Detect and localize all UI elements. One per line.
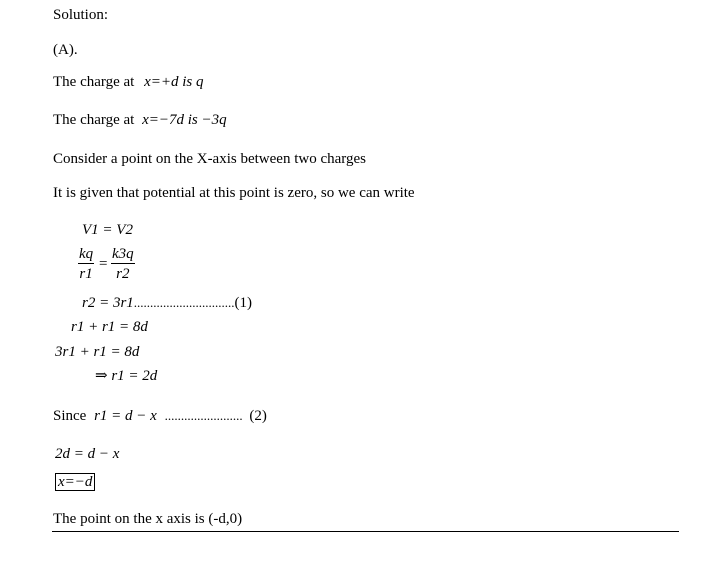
equation-sum: r1 + r1 = 8d xyxy=(71,319,148,335)
since-tag: (2) xyxy=(249,408,267,424)
fraction-left-numerator: kq xyxy=(79,246,94,262)
fraction-right-denominator: r2 xyxy=(116,266,130,282)
equation-r1-result: ⇒ r1 = 2d xyxy=(95,368,158,384)
bottom-divider xyxy=(52,531,679,532)
solution-heading: Solution: xyxy=(53,7,109,23)
since-dots: ........................ xyxy=(164,408,243,423)
charge-1-math: x=+d is q xyxy=(144,74,204,90)
charge-2-text: The charge at xyxy=(53,112,135,128)
equation-1 xyxy=(82,294,252,312)
equation-combined: 3r1 + r1 = 8d xyxy=(55,344,140,360)
consider-statement: Consider a point on the X-axis between two charges xyxy=(53,151,366,167)
fraction-right-numerator: k3q xyxy=(112,246,134,262)
final-answer: x=−d xyxy=(55,473,95,491)
equation-2 xyxy=(53,407,267,425)
equation-1-tag: (1) xyxy=(234,295,253,311)
equation-substitution: 2d = d − x xyxy=(55,446,120,462)
since-math: r1 = d − x xyxy=(94,408,157,424)
since-text: Since xyxy=(53,408,87,424)
fraction-right xyxy=(111,246,135,282)
given-statement: It is given that potential at this point is zero, so we can write xyxy=(53,185,415,201)
charge-2-math: x=−7d is −3q xyxy=(142,112,227,128)
fraction-equals-sign: = xyxy=(99,256,108,272)
equation-potential-equal: V1 = V2 xyxy=(82,222,133,238)
part-label: (A). xyxy=(53,42,78,58)
fraction-left xyxy=(78,246,94,282)
equation-1-math: r2 = 3r1 xyxy=(82,295,134,311)
equation-1-dots: ............................... xyxy=(133,295,235,310)
charge-2-statement xyxy=(53,111,227,129)
fraction-left-denominator: r1 xyxy=(79,266,93,282)
final-answer-box xyxy=(55,473,95,491)
charge-1-text: The charge at xyxy=(53,74,135,90)
charge-1-statement xyxy=(53,73,204,91)
conclusion-statement: The point on the x axis is (-d,0) xyxy=(53,511,243,527)
